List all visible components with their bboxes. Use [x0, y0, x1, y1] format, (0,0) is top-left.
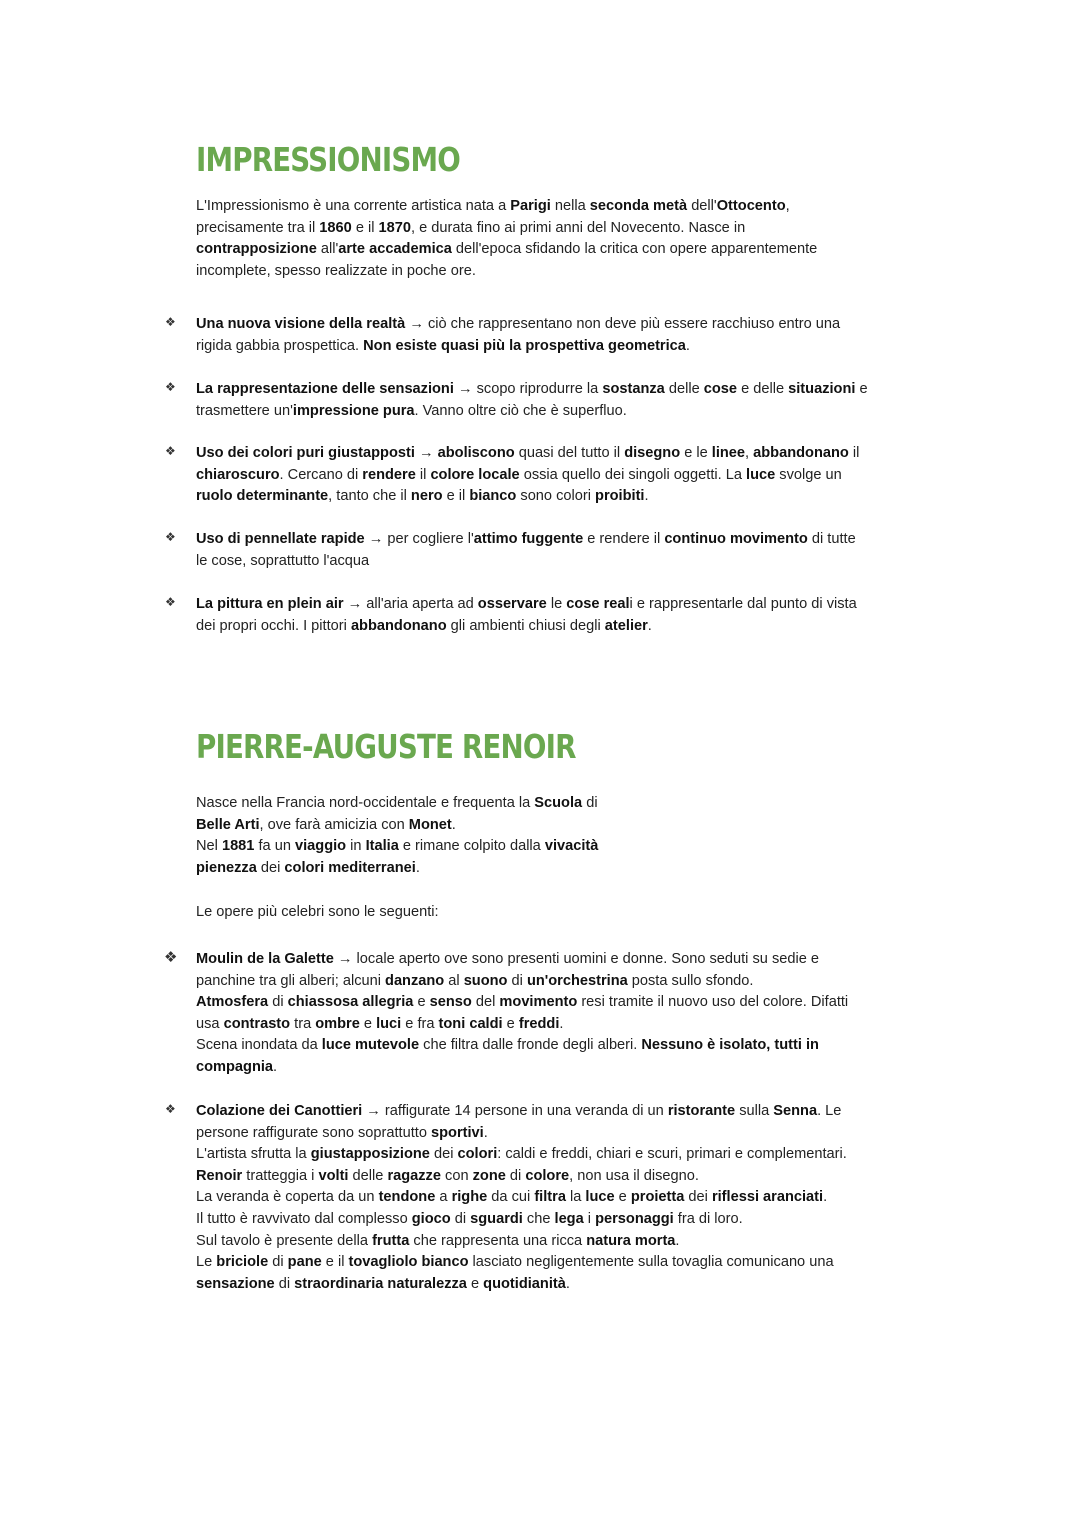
text-line: Uso di pennellate rapide → per cogliere l'attimo fuggente e rendere il continuo movimento di tutte [196, 531, 856, 547]
text-line: L'artista sfrutta la giustapposizione dei colori: caldi e freddi, chiari e scuri, primari e complementari. [196, 1146, 847, 1163]
diamond-bullet-icon: ❖ [165, 1102, 176, 1116]
text-line: panchine tra gli alberi; alcuni danzano al suono di un'orchestrina posta sullo sfondo. [196, 972, 754, 989]
diamond-bullet-icon: ❖ [164, 949, 178, 966]
text-line: Nasce nella Francia nord-occidentale e frequenta la Scuola di [196, 795, 598, 811]
bullet-text [196, 443, 956, 508]
text-line: rigida gabbia prospettica. Non esiste quasi più la prospettiva geometrica. [196, 337, 690, 354]
text-line: Sul tavolo è presente della frutta che rappresenta una ricca natura morta. [196, 1232, 680, 1249]
bullet-text [196, 949, 956, 1079]
text-line: pienezza dei colori mediterranei. [196, 859, 420, 876]
section-title-renoir [196, 727, 956, 766]
text-line: Renoir tratteggia i volti delle ragazze con zone di colore, non usa il disegno. [196, 1167, 699, 1184]
renoir-intro-text [196, 793, 956, 879]
bullet-item [165, 529, 956, 572]
text-line: La veranda è coperta da un tendone a righe da cui filtra la luce e proietta dei riflessi aranciati. [196, 1189, 828, 1206]
text-line: contrapposizione all'arte accademica dell'epoca sfidando la critica con opere apparentemente [196, 241, 818, 258]
text-line: Colazione dei Canottieri → raffigurate 14 persone in una veranda di un ristorante sulla Senna. Le [196, 1103, 842, 1119]
section-title-impressionismo [196, 140, 956, 179]
text-line: Moulin de la Galette → locale aperto ove sono presenti uomini e donne. Sono seduti su sedie e [196, 951, 820, 967]
diamond-bullet-icon: ❖ [165, 595, 176, 609]
text-line: Una nuova visione della realtà → ciò che rappresentano non deve più essere racchiuso entro una [196, 316, 841, 332]
heading-impressionismo: IMPRESSIONISMO [196, 140, 460, 179]
intro-text [196, 196, 956, 282]
bullet-item [165, 1101, 956, 1295]
text-line: L'Impressionismo è una corrente artistica nata a Parigi nella seconda metà dell'Ottocento, [196, 198, 790, 214]
renoir-lead [196, 902, 956, 924]
text-line: sensazione di straordinaria naturalezza e quotidianità. [196, 1275, 570, 1292]
diamond-bullet-icon: ❖ [165, 380, 176, 394]
bullet-text [196, 529, 956, 572]
text-line: ruolo determinante, tanto che il nero e il bianco sono colori proibiti. [196, 488, 649, 505]
text-line: Atmosfera di chiassosa allegria e senso del movimento resi tramite il nuovo uso del colore. Difatti [196, 994, 849, 1011]
renoir-intro-paragraph [196, 793, 956, 879]
text-line: dei propri occhi. I pittori abbandonano gli ambienti chiusi degli atelier. [196, 617, 652, 634]
text-line: Il tutto è ravvivato dal complesso gioco di sguardi che lega i personaggi fra di loro. [196, 1210, 743, 1227]
text-line: persone raffigurate sono soprattutto sportivi. [196, 1124, 488, 1141]
renoir-lead-text: Le opere più celebri sono le seguenti: [196, 904, 439, 920]
bullet-text [196, 1101, 956, 1295]
text-line: chiaroscuro. Cercano di rendere il colore locale ossia quello dei singoli oggetti. La luce svolge un [196, 466, 842, 483]
text-line: Nel 1881 fa un viaggio in Italia e rimane colpito dalla vivacità [196, 838, 599, 855]
text-line: Scena inondata da luce mutevole che filtra dalle fronde degli alberi. Nessuno è isolato, tutti in [196, 1037, 819, 1054]
text-line: le cose, soprattutto l'acqua [196, 552, 370, 569]
text-line: compagnia. [196, 1058, 278, 1075]
text-line: usa contrasto tra ombre e luci e fra toni caldi e freddi. [196, 1015, 564, 1032]
bullet-text [196, 594, 956, 637]
text-line: trasmettere un'impressione pura. Vanno oltre ciò che è superfluo. [196, 402, 627, 419]
text-line: La pittura en plein air → all'aria aperta ad osservare le cose reali e rappresentarle dal punto di vista [196, 596, 857, 612]
bullet-text [196, 379, 956, 422]
intro-paragraph [196, 196, 956, 282]
text-line: Uso dei colori puri giustapposti → aboliscono quasi del tutto il disegno e le linee, abbandonano il [196, 445, 860, 461]
bullet-item [165, 379, 956, 422]
bullet-item [165, 594, 956, 637]
diamond-bullet-icon: ❖ [165, 315, 176, 329]
heading-renoir: PIERRE-AUGUSTE RENOIR [196, 727, 576, 766]
bullet-text [196, 314, 956, 357]
bullet-item [165, 443, 956, 508]
diamond-bullet-icon: ❖ [165, 444, 176, 458]
bullet-item [165, 314, 956, 357]
text-line: precisamente tra il 1860 e il 1870, e durata fino ai primi anni del Novecento. Nasce in [196, 219, 746, 236]
text-line: Belle Arti, ove farà amicizia con Monet. [196, 816, 456, 833]
diamond-bullet-icon: ❖ [165, 530, 176, 544]
text-line: incomplete, spesso realizzate in poche ore. [196, 262, 476, 279]
text-line: La rappresentazione delle sensazioni → scopo riprodurre la sostanza delle cose e delle situazioni e [196, 381, 868, 397]
text-line: Le briciole di pane e il tovagliolo bianco lasciato negligentemente sulla tovaglia comunicano una [196, 1254, 834, 1271]
bullet-item [164, 949, 956, 1079]
